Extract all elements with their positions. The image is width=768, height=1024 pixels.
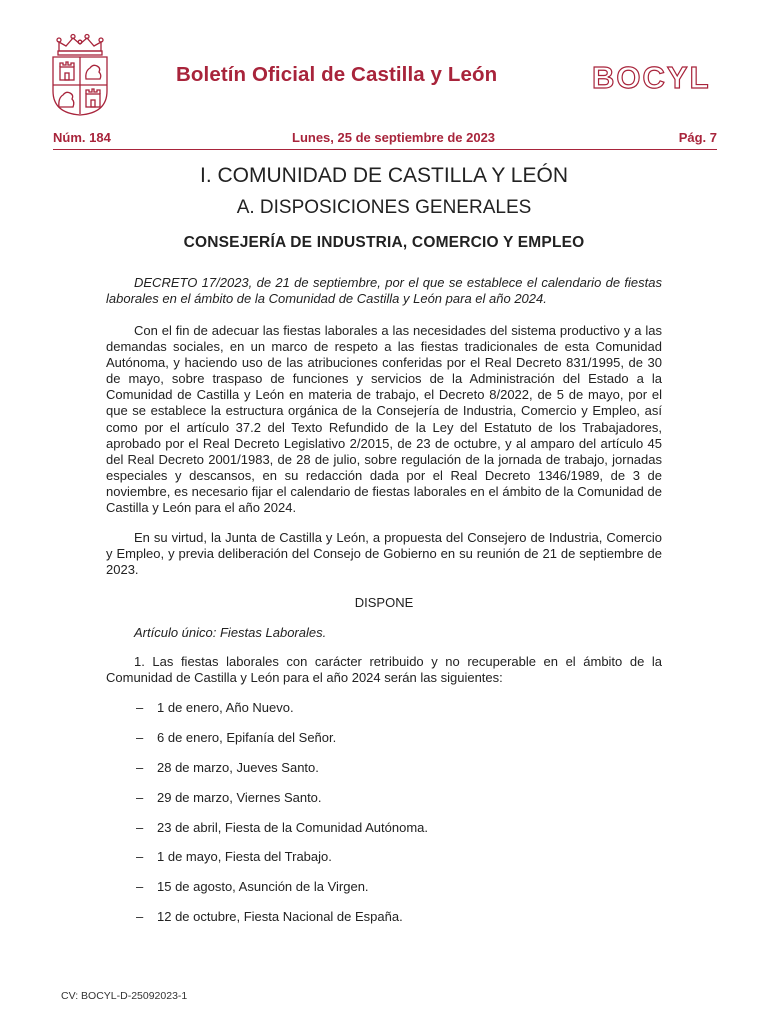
issue-number: Núm. 184: [53, 130, 111, 145]
section-title: I. COMUNIDAD DE CASTILLA Y LEÓN: [200, 164, 568, 187]
issue-date: Lunes, 25 de septiembre de 2023: [292, 130, 496, 145]
svg-text:BOCYL: BOCYL: [592, 60, 711, 94]
preamble-paragraph: Con el fin de adecuar las fiestas laborales a las necesidades del sistema productivo y a las demandas sociales, en un marco de respeto a las fiestas tradicionales de esta Comunidad Autónoma, y haciendo uso de las atribuciones conferidas por el Real Decreto 831/1995, de 30 de mayo, sobre traspaso de funciones y servicios de la Administración del Estado a la Comunidad de Castilla y León en materia de trabajo, el Decreto 8/2022, de 5 de mayo, por el que se establece la estructura orgánica de la Consejería de Industria, Comercio y Empleo, así como por el artículo 37.2 del Texto Refundido de la Ley del Estatuto de los Trabajadores, aprobado por el Real Decreto Legislativo 2/2015, de 23 de octubre, y al amparo del artículo 45 del Real Decreto 2001/1983, de 28 de julio, sobre regulación de la jornada de trabajo, jornadas especiales y descansos, en su redacción dada por el Real Decreto 1346/1989, de 3 de noviembre, es necesario fijar el calendario de fiestas laborales en el ámbito de la Comunidad de Castilla y León para el año 2024.: [106, 323, 662, 516]
verification-code: CV: BOCYL-D-25092023-1: [61, 990, 188, 1002]
bulletin-title: Boletín Oficial de Castilla y León: [176, 63, 498, 86]
subsection-title: A. DISPOSICIONES GENERALES: [236, 197, 532, 218]
resolution-paragraph: En su virtud, la Junta de Castilla y León, a propuesta del Consejero de Industria, Comercio y Empleo, y previa deliberación del Consejo de Gobierno en su reunión de 21 de septiembre de 2023.: [106, 530, 662, 578]
article-title: Artículo único: Fiestas Laborales.: [134, 625, 327, 640]
bocyl-logo: [590, 60, 718, 94]
bulletin-meta-line: [53, 128, 717, 150]
coat-of-arms-icon: [49, 33, 111, 117]
dispone-heading: DISPONE: [354, 595, 414, 610]
article-paragraph: 1. Las fiestas laborales con carácter retribuido y no recuperable en el ámbito de la Comunidad de Castilla y León para el año 2024 serán las siguientes:: [106, 654, 662, 686]
page-number: Pág. 7: [678, 130, 717, 145]
ministry-title: CONSEJERÍA DE INDUSTRIA, COMERCIO Y EMPLEO: [183, 234, 585, 251]
decree-title: DECRETO 17/2023, de 21 de septiembre, por el que se establece el calendario de fiestas laborales en el ámbito de la Comunidad de Castilla y León para el año 2024.: [106, 275, 662, 307]
